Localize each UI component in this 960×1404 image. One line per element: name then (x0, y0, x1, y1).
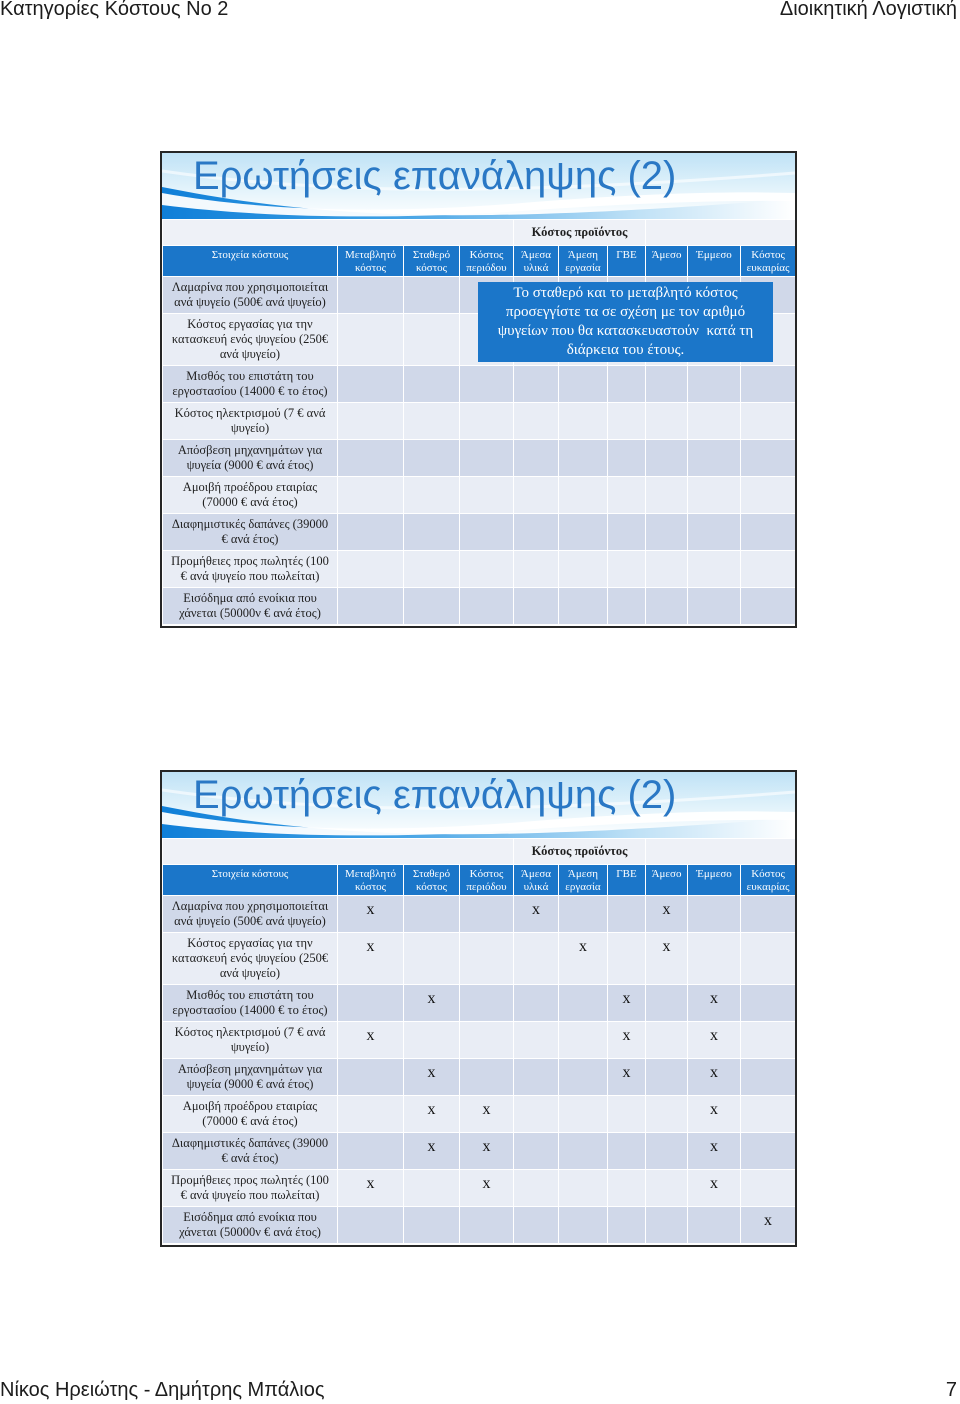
classification-mark-direct-labor (559, 477, 608, 514)
classification-mark-fixed-cost: x (404, 1133, 460, 1170)
classification-mark-indirect (688, 403, 741, 440)
classification-mark-opportunity-cost (741, 1096, 796, 1133)
classification-mark-direct (646, 985, 688, 1022)
cost-item-row (163, 1170, 796, 1207)
classification-mark-period-cost (460, 551, 514, 588)
column-header-cost-items: Στοιχεία κόστους (163, 865, 338, 896)
classification-mark-direct-materials (514, 440, 559, 477)
cost-item-label-line: € ανά έτος) (221, 532, 279, 546)
cost-item-row (163, 1133, 796, 1170)
cost-item-label-line: Εισόδημα από ενοίκια που (183, 1210, 317, 1224)
product-cost-group-row (163, 839, 796, 865)
classification-mark-direct (646, 1207, 688, 1244)
cost-item-row (163, 366, 796, 403)
slide-title-band (162, 772, 795, 838)
document-header-title: Κατηγορίες Κόστους Νο 2 (0, 0, 229, 20)
classification-mark-opportunity-cost (741, 985, 796, 1022)
classification-mark-manufacturing-overhead (608, 588, 646, 625)
classification-mark-direct-materials (514, 1170, 559, 1207)
document-footer-authors: Νίκος Ηρειώτης - Δημήτρης Μπάλιος (0, 1379, 325, 1401)
classification-mark-period-cost: x (460, 1133, 514, 1170)
cost-item-row (163, 551, 796, 588)
cost-item-label (163, 440, 338, 477)
classification-mark-variable-cost (338, 314, 404, 366)
classification-mark-opportunity-cost (741, 514, 796, 551)
cost-item-label-line: ψυγεία (9000 € ανά έτος) (186, 458, 314, 472)
classification-mark-fixed-cost (404, 551, 460, 588)
column-header-direct-labor: Άμεση εργασία (559, 865, 608, 896)
slide-title: Ερωτήσεις επανάληψης (2) (193, 773, 677, 817)
classification-mark-direct (646, 1170, 688, 1207)
classification-mark-direct (646, 588, 688, 625)
classification-mark-manufacturing-overhead (608, 1096, 646, 1133)
classification-mark-manufacturing-overhead (608, 514, 646, 551)
classification-mark-period-cost (460, 477, 514, 514)
group-header-spacer (646, 220, 796, 246)
column-header-cost-items: Στοιχεία κόστους (163, 246, 338, 277)
classification-mark-direct (646, 1059, 688, 1096)
cost-item-label-line: ανά ψυγείο (500€ ανά ψυγείο) (174, 295, 326, 309)
cost-item-label-line: Μισθός του επιστάτη του (186, 988, 314, 1002)
classification-mark-indirect: x (688, 1170, 741, 1207)
classification-mark-direct (646, 1096, 688, 1133)
cost-item-label-line: Προμήθειες προς πωλητές (100 (171, 1173, 329, 1187)
classification-mark-direct-labor (559, 588, 608, 625)
column-header-row (163, 865, 796, 896)
classification-mark-direct-materials (514, 1059, 559, 1096)
classification-mark-variable-cost (338, 440, 404, 477)
classification-mark-direct-materials (514, 366, 559, 403)
classification-mark-period-cost (460, 403, 514, 440)
instruction-callout-text: Το σταθερό και το μεταβλητό κόστος προσεγγίστε τα σε σχέση με τον αριθμό ψυγείων που θα κατασκευαστούν κατά τη διάρκεια του έτους. (497, 285, 757, 358)
classification-mark-period-cost (460, 440, 514, 477)
classification-mark-fixed-cost (404, 440, 460, 477)
classification-mark-manufacturing-overhead: x (608, 985, 646, 1022)
classification-mark-manufacturing-overhead (608, 1133, 646, 1170)
classification-mark-direct-materials (514, 588, 559, 625)
classification-mark-direct-labor (559, 1133, 608, 1170)
cost-item-label-line: κατασκευή ενός ψυγείου (250€ (171, 951, 329, 965)
cost-item-label-line: εργοστασίου (14000 € το έτος) (172, 384, 328, 398)
column-header-manufacturing-overhead: ΓΒΕ (608, 246, 646, 277)
classification-mark-direct-labor (559, 1059, 608, 1096)
cost-item-row (163, 896, 796, 933)
classification-mark-variable-cost (338, 1133, 404, 1170)
cost-item-row (163, 403, 796, 440)
classification-mark-period-cost (460, 1207, 514, 1244)
classification-mark-period-cost (460, 588, 514, 625)
classification-mark-direct-materials (514, 551, 559, 588)
cost-item-label (163, 314, 338, 366)
classification-mark-period-cost (460, 366, 514, 403)
classification-mark-indirect (688, 1207, 741, 1244)
classification-mark-manufacturing-overhead (608, 551, 646, 588)
classification-mark-opportunity-cost (741, 1059, 796, 1096)
classification-mark-opportunity-cost (741, 1133, 796, 1170)
cost-item-label-line: (70000 € ανά έτος) (202, 1114, 298, 1128)
classification-mark-direct (646, 477, 688, 514)
classification-mark-fixed-cost (404, 1207, 460, 1244)
classification-mark-direct-labor (559, 1022, 608, 1059)
classification-mark-direct-labor (559, 551, 608, 588)
cost-item-label (163, 1207, 338, 1244)
classification-mark-direct-materials: x (514, 896, 559, 933)
classification-mark-variable-cost (338, 477, 404, 514)
classification-mark-opportunity-cost: x (741, 1207, 796, 1244)
classification-mark-direct-labor (559, 514, 608, 551)
classification-mark-opportunity-cost (741, 440, 796, 477)
classification-mark-variable-cost: x (338, 1022, 404, 1059)
classification-mark-period-cost (460, 1059, 514, 1096)
classification-mark-period-cost (460, 896, 514, 933)
classification-mark-direct-materials (514, 985, 559, 1022)
classification-mark-manufacturing-overhead: x (608, 1059, 646, 1096)
cost-item-label-line: ανά ψυγείο) (219, 347, 281, 361)
cost-item-row (163, 440, 796, 477)
classification-mark-direct-labor (559, 985, 608, 1022)
classification-mark-direct-labor (559, 1096, 608, 1133)
classification-mark-manufacturing-overhead (608, 477, 646, 514)
cost-item-label (163, 985, 338, 1022)
classification-mark-direct-materials (514, 933, 559, 985)
classification-mark-fixed-cost (404, 403, 460, 440)
cost-item-row (163, 588, 796, 625)
classification-mark-direct-materials (514, 477, 559, 514)
classification-mark-manufacturing-overhead (608, 933, 646, 985)
classification-mark-variable-cost (338, 551, 404, 588)
classification-mark-period-cost: x (460, 1096, 514, 1133)
classification-mark-opportunity-cost (741, 1170, 796, 1207)
classification-mark-variable-cost: x (338, 933, 404, 985)
cost-item-label-line: € ανά ψυγείο που πωλείται) (180, 569, 320, 583)
group-header-spacer (163, 839, 514, 865)
column-header-variable-cost: Μεταβλητό κόστος (338, 246, 404, 277)
column-header-period-cost: Κόστος περιόδου (460, 246, 514, 277)
classification-mark-variable-cost (338, 366, 404, 403)
classification-mark-opportunity-cost (741, 933, 796, 985)
product-cost-group-row (163, 220, 796, 246)
cost-item-label-line: Αμοιβή προέδρου εταιρίας (182, 480, 318, 494)
cost-item-label-line: Κόστος εργασίας για την (187, 936, 313, 950)
classification-mark-indirect (688, 588, 741, 625)
classification-mark-indirect: x (688, 1096, 741, 1133)
classification-mark-direct-labor (559, 896, 608, 933)
cost-item-row (163, 1022, 796, 1059)
column-header-period-cost: Κόστος περιόδου (460, 865, 514, 896)
classification-mark-direct-materials (514, 1022, 559, 1059)
classification-mark-direct (646, 1133, 688, 1170)
classification-mark-variable-cost: x (338, 896, 404, 933)
cost-item-label-line: Απόσβεση μηχανημάτων για (177, 443, 323, 457)
classification-mark-fixed-cost (404, 933, 460, 985)
classification-mark-variable-cost (338, 1207, 404, 1244)
classification-mark-indirect (688, 551, 741, 588)
classification-mark-fixed-cost (404, 1022, 460, 1059)
classification-mark-direct (646, 551, 688, 588)
cost-item-label (163, 1022, 338, 1059)
slide-review-questions-blank (160, 151, 797, 628)
classification-mark-fixed-cost (404, 277, 460, 314)
classification-mark-period-cost (460, 514, 514, 551)
cost-item-label-line: χάνεται (50000ν € ανά έτος) (179, 1225, 321, 1239)
column-header-direct-labor: Άμεση εργασία (559, 246, 608, 277)
classification-mark-indirect (688, 933, 741, 985)
cost-item-label-line: Διαφημιστικές δαπάνες (39000 (171, 1136, 329, 1150)
classification-mark-direct-labor (559, 403, 608, 440)
classification-mark-opportunity-cost (741, 588, 796, 625)
classification-mark-direct-labor: x (559, 933, 608, 985)
cost-item-label (163, 1059, 338, 1096)
cost-item-label (163, 1133, 338, 1170)
classification-mark-fixed-cost (404, 314, 460, 366)
cost-item-row (163, 1096, 796, 1133)
classification-mark-period-cost (460, 933, 514, 985)
product-cost-group-header: Κόστος προϊόντος (514, 839, 646, 865)
classification-mark-manufacturing-overhead (608, 440, 646, 477)
cost-item-label (163, 896, 338, 933)
classification-mark-manufacturing-overhead (608, 1170, 646, 1207)
classification-mark-direct-materials (514, 1096, 559, 1133)
classification-mark-variable-cost (338, 277, 404, 314)
classification-mark-direct-labor (559, 440, 608, 477)
cost-item-label (163, 277, 338, 314)
cost-item-label-line: € ανά έτος) (221, 1151, 279, 1165)
classification-mark-indirect (688, 896, 741, 933)
classification-mark-period-cost: x (460, 1170, 514, 1207)
classification-mark-manufacturing-overhead (608, 896, 646, 933)
classification-mark-fixed-cost: x (404, 985, 460, 1022)
cost-item-label-line: (70000 € ανά έτος) (202, 495, 298, 509)
column-header-indirect: Έμμεσο (688, 246, 741, 277)
classification-mark-variable-cost (338, 1059, 404, 1096)
classification-mark-manufacturing-overhead (608, 1207, 646, 1244)
classification-mark-indirect: x (688, 1133, 741, 1170)
cost-item-label-line: Λαμαρίνα που χρησιμοποιείται (171, 280, 329, 294)
column-header-manufacturing-overhead: ΓΒΕ (608, 865, 646, 896)
cost-item-label (163, 933, 338, 985)
classification-mark-fixed-cost: x (404, 1059, 460, 1096)
group-header-spacer (163, 220, 514, 246)
column-header-fixed-cost: Σταθερό κόστος (404, 246, 460, 277)
cost-item-label-line: Διαφημιστικές δαπάνες (39000 (171, 517, 329, 531)
classification-mark-variable-cost (338, 403, 404, 440)
classification-mark-manufacturing-overhead (608, 366, 646, 403)
classification-mark-variable-cost (338, 1096, 404, 1133)
cost-item-label-line: κατασκευή ενός ψυγείου (250€ (171, 332, 329, 346)
classification-mark-fixed-cost (404, 588, 460, 625)
slide-title-band (162, 153, 795, 219)
column-header-direct-materials: Άμεσα υλικά (514, 865, 559, 896)
cost-item-label-line: Κόστος ηλεκτρισμού (7 € ανά (174, 406, 326, 420)
classification-mark-direct: x (646, 933, 688, 985)
classification-mark-direct (646, 366, 688, 403)
classification-mark-variable-cost (338, 985, 404, 1022)
cost-item-label-line: ανά ψυγείο (500€ ανά ψυγείο) (174, 914, 326, 928)
classification-mark-indirect (688, 366, 741, 403)
cost-item-label-line: ψυγείο) (230, 421, 270, 435)
classification-mark-direct: x (646, 896, 688, 933)
classification-mark-opportunity-cost (741, 477, 796, 514)
cost-classification-table (162, 838, 796, 1244)
classification-mark-indirect (688, 477, 741, 514)
instruction-callout (478, 282, 773, 362)
classification-mark-period-cost (460, 985, 514, 1022)
classification-mark-direct (646, 440, 688, 477)
column-header-fixed-cost: Σταθερό κόστος (404, 865, 460, 896)
column-header-opportunity-cost: Κόστος ευκαιρίας (741, 865, 796, 896)
classification-mark-opportunity-cost (741, 1022, 796, 1059)
cost-item-label-line: Προμήθειες προς πωλητές (100 (171, 554, 329, 568)
cost-item-label-line: Μισθός του επιστάτη του (186, 369, 314, 383)
cost-item-label (163, 366, 338, 403)
column-header-indirect: Έμμεσο (688, 865, 741, 896)
classification-mark-direct-labor (559, 1170, 608, 1207)
cost-item-label-line: Αμοιβή προέδρου εταιρίας (182, 1099, 318, 1113)
classification-mark-direct-materials (514, 403, 559, 440)
slide-review-questions-answers (160, 770, 797, 1247)
classification-mark-indirect (688, 440, 741, 477)
classification-mark-direct-labor (559, 1207, 608, 1244)
classification-mark-direct-materials (514, 1207, 559, 1244)
cost-item-label (163, 403, 338, 440)
classification-mark-manufacturing-overhead: x (608, 1022, 646, 1059)
cost-item-row (163, 1207, 796, 1244)
classification-mark-manufacturing-overhead (608, 403, 646, 440)
classification-mark-fixed-cost (404, 477, 460, 514)
classification-mark-indirect: x (688, 1022, 741, 1059)
classification-mark-indirect: x (688, 1059, 741, 1096)
cost-item-label-line: ανά ψυγείο) (219, 966, 281, 980)
cost-item-label-line: Λαμαρίνα που χρησιμοποιείται (171, 899, 329, 913)
classification-mark-opportunity-cost (741, 403, 796, 440)
classification-mark-period-cost (460, 1022, 514, 1059)
column-header-opportunity-cost: Κόστος ευκαιρίας (741, 246, 796, 277)
cost-item-label (163, 588, 338, 625)
classification-mark-direct (646, 514, 688, 551)
cost-item-label-line: ψυγεία (9000 € ανά έτος) (186, 1077, 314, 1091)
cost-item-label-line: Απόσβεση μηχανημάτων για (177, 1062, 323, 1076)
cost-item-row (163, 985, 796, 1022)
classification-mark-direct (646, 403, 688, 440)
cost-item-row (163, 1059, 796, 1096)
column-header-direct-materials: Άμεσα υλικά (514, 246, 559, 277)
cost-item-label-line: Κόστος ηλεκτρισμού (7 € ανά (174, 1025, 326, 1039)
cost-item-row (163, 933, 796, 985)
classification-mark-direct-labor (559, 366, 608, 403)
document-header-subject: Διοικητική Λογιστική (779, 0, 957, 20)
classification-mark-indirect: x (688, 985, 741, 1022)
classification-mark-fixed-cost (404, 514, 460, 551)
column-header-variable-cost: Μεταβλητό κόστος (338, 865, 404, 896)
cost-item-row (163, 514, 796, 551)
classification-mark-variable-cost (338, 588, 404, 625)
classification-mark-variable-cost (338, 514, 404, 551)
classification-mark-opportunity-cost (741, 896, 796, 933)
group-header-spacer (646, 839, 796, 865)
cost-item-label (163, 514, 338, 551)
classification-mark-opportunity-cost (741, 366, 796, 403)
column-header-row (163, 246, 796, 277)
slide-title: Ερωτήσεις επανάληψης (2) (193, 154, 677, 198)
column-header-direct: Άμεσο (646, 246, 688, 277)
classification-mark-fixed-cost (404, 366, 460, 403)
cost-item-label (163, 1096, 338, 1133)
classification-mark-indirect (688, 514, 741, 551)
cost-item-label (163, 477, 338, 514)
column-header-direct: Άμεσο (646, 865, 688, 896)
classification-mark-fixed-cost (404, 1170, 460, 1207)
page-number: 7 (945, 1379, 957, 1401)
cost-item-label-line: € ανά ψυγείο που πωλείται) (180, 1188, 320, 1202)
cost-item-label (163, 1170, 338, 1207)
classification-mark-fixed-cost (404, 896, 460, 933)
cost-item-label-line: Εισόδημα από ενοίκια που (183, 591, 317, 605)
classification-mark-direct-materials (514, 1133, 559, 1170)
cost-item-label-line: ψυγείο) (230, 1040, 270, 1054)
cost-item-label (163, 551, 338, 588)
classification-mark-direct (646, 1022, 688, 1059)
cost-item-label-line: Κόστος εργασίας για την (187, 317, 313, 331)
classification-mark-direct-materials (514, 514, 559, 551)
classification-mark-variable-cost: x (338, 1170, 404, 1207)
classification-mark-fixed-cost: x (404, 1096, 460, 1133)
cost-item-label-line: χάνεται (50000ν € ανά έτος) (179, 606, 321, 620)
cost-classification-table (162, 219, 796, 625)
cost-item-label-line: εργοστασίου (14000 € το έτος) (172, 1003, 328, 1017)
classification-mark-opportunity-cost (741, 551, 796, 588)
product-cost-group-header: Κόστος προϊόντος (514, 220, 646, 246)
cost-item-row (163, 477, 796, 514)
